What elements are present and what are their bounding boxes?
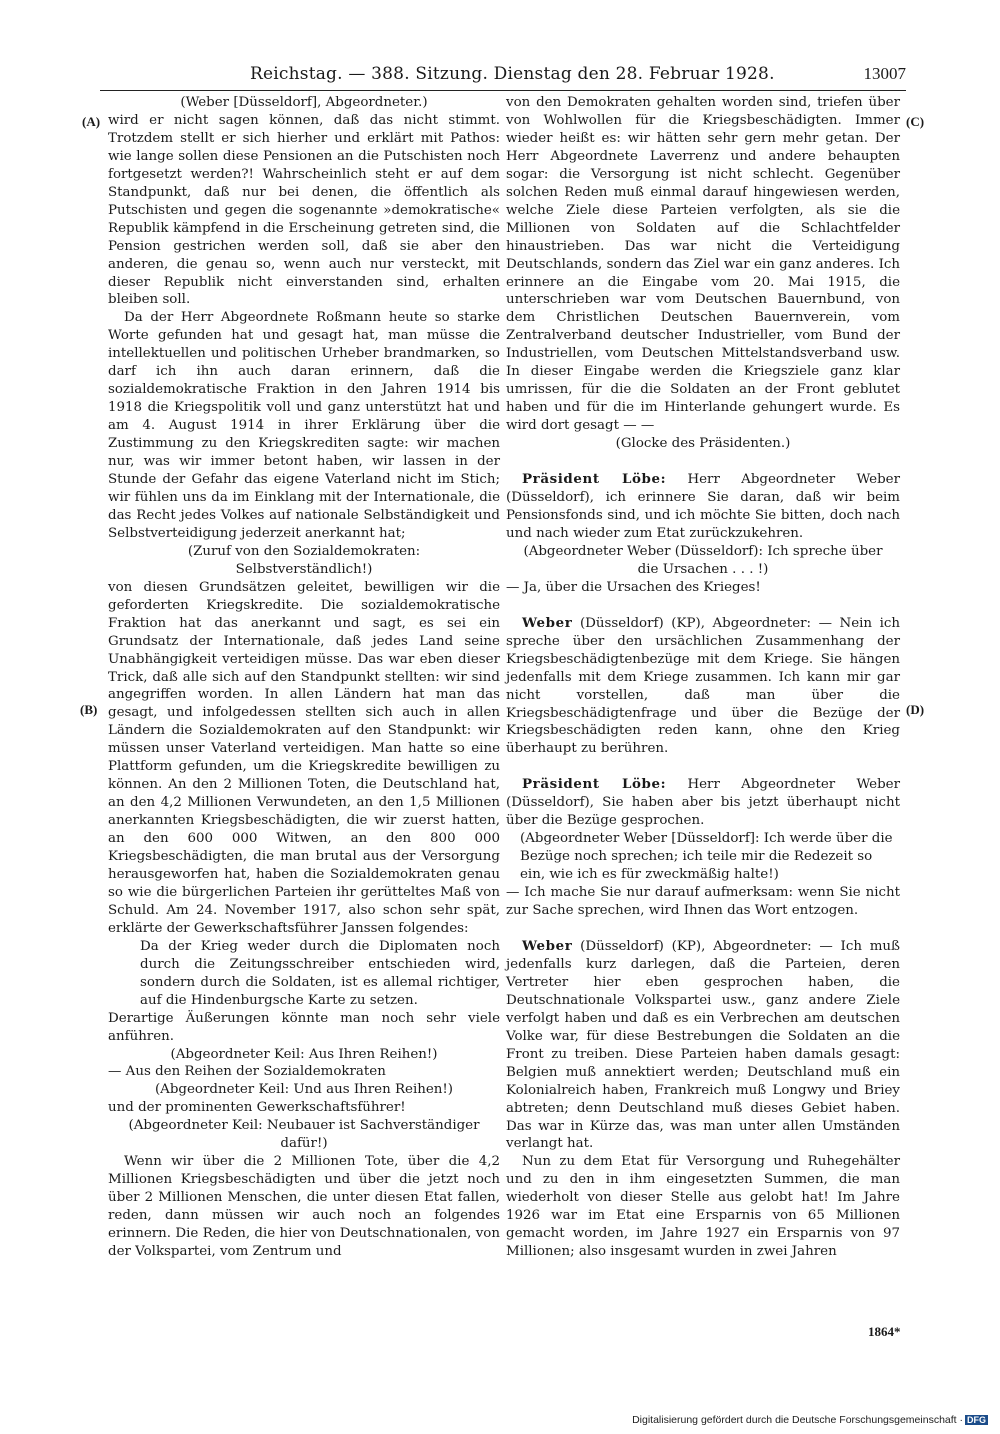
paragraph-text: Wenn wir über die 2 Millionen Tote, über die 4,2 Millionen Kriegsbeschädigten und über die jetzt noch über 2 Millionen Menschen, die unter diesen Etat fallen, reden, dann müssen wir auch noch an folgendes erinnern. Die Reden, die hier von Deutschnationalen, von der Volkspartei, vom Zentrum und: [108, 1154, 500, 1259]
paragraph: [506, 884, 900, 920]
paragraph-text: (Abgeordneter Weber (Düsseldorf): Ich spreche über die Ursachen . . . !): [523, 543, 883, 577]
running-header: [100, 62, 906, 91]
paragraph-text: von diesen Grundsätzen geleitet, bewilligen wir die geforderten Kriegskredite. Die sozialdemokratische Fraktion hat das anerkannt und sagt, es sei ein Grundsatz der Internationale, daß jedes Land seine Unabhängigkeit verteidigen müsse. Das war eben dieser Trick, daß alle sich auf den Standpunkt stellten: wir sind angegriffen worden. In allen Ländern hat man das gesagt, und infolgedessen stellten sich auch in allen Ländern die Sozialdemokraten auf den Standpunkt: wir müssen unser Vaterland verteidigen. Man hatte so eine Plattform gefunden, um die Kriegskredite bewilligen zu können. An den 2 Millionen Toten, die Deutschland hat, an den 4,2 Millionen Verwundeten, an den 1,5 Millionen anerkannten Kriegsbeschädigten, die wir zuerst hatten, an den 600 000 Witwen, an den 800 000 Kriegsbeschädigten, die man brutal aus der Versorgung herausgeworfen hat, haben die Sozialdemokraten genau so wie die bürgerlichen Parteien ihr gerütteltes Maß von Schuld. Am 24. November 1917, also schon sehr spät, erklärte der Gewerkschaftsführer Janssen folgendes:: [108, 579, 500, 936]
paragraph-text: (Glocke des Präsidenten.): [615, 436, 791, 452]
paragraph: [108, 1153, 500, 1261]
margin-marker-d: (D): [906, 702, 925, 717]
paragraph-text: und der prominenten Gewerkschaftsführer!: [108, 1100, 406, 1116]
footer-text: Digitalisierung gefördert durch die Deutsche Forschungsgemeinschaft ·: [632, 1414, 963, 1426]
margin-marker-b: (B): [80, 702, 98, 717]
speaker-name: Präsident Löbe:: [522, 471, 667, 488]
interjection: [108, 1046, 500, 1064]
paragraph-text: (Abgeordneter Keil: Neubauer ist Sachverständiger dafür!): [128, 1118, 480, 1152]
paragraph-text: (Abgeordneter Keil: Und aus Ihren Reihen!): [154, 1082, 454, 1098]
interjection: [108, 1117, 500, 1153]
paragraph-text: Da der Krieg weder durch die Diplomaten noch durch die Zeitungsschreiber entschieden wird, sondern durch die Soldaten, ist es allemal richtiger, auf die Hindenburgsche Karte zu setzen.: [140, 938, 500, 1008]
dfg-logo-icon: DFG: [967, 1415, 986, 1425]
paragraph-gap: [506, 597, 900, 615]
paragraph-text: (Zuruf von den Sozialdemokraten: Selbstverständlich!): [187, 543, 421, 577]
paragraph: [506, 579, 900, 597]
interjection: [506, 435, 900, 453]
right-column: [506, 94, 900, 1261]
paragraph-text: (Weber [Düsseldorf], Abgeordneter.): [180, 95, 428, 110]
printer-signature: 1864*: [868, 1324, 901, 1339]
paragraph-text: Nun zu dem Etat für Versorgung und Ruhegehälter und zu den in ihm eingesetzten Summen, die man wiederholt von dieser Stelle aus gelobt hat! Im Jahre 1926 war im Etat eine Ersparnis von 65 Millionen gemacht worden, im Jahre 1927 ein Ersparnis von 97 Millionen; also insgesamt wurden in zwei Jahren: [506, 1154, 900, 1260]
left-column: [108, 94, 500, 1261]
interjection: [108, 543, 500, 579]
paragraph-text: wird er nicht sagen können, daß das nicht stimmt. Trotzdem stellt er sich hierher und erklärt mit Pathos: wie lange sollen diese Pensionen an die Putschisten noch fortgesetzt werden?! Wahrscheinlich steht er auf dem Standpunkt, daß nur bei denen, die öffentlich als Putschisten und gegen die sogenannte »demokratische« Republik kämpfend in die Erscheinung getreten sind, die Pension gestrichen werden soll, daß sie aber den anderen, die genau so, wenn auch nur versteckt, mit dieser Republik nicht einverstanden sind, erhalten bleiben soll.: [108, 112, 500, 308]
speaker-name: Weber: [522, 937, 573, 954]
paragraph-text: (Abgeordneter Weber [Düsseldorf]: Ich werde über die Bezüge noch sprechen; ich teile mir die Redezeit so ein, wie ich es für zweckmäßig halte!): [520, 831, 893, 883]
paragraph: [506, 1153, 900, 1261]
paragraph: [108, 112, 500, 309]
paragraph-gap: [506, 920, 900, 938]
paragraph-text: Da der Herr Abgeordnete Roßmann heute so starke Worte gefunden hat und gesagt hat, man müsse die intellektuellen und politischen Urheber brandmarken, so darf ich ihn auch daran erinnern, daß die sozialdemokratische Fraktion in den Jahren 1914 bis 1918 die Kriegspolitik voll und ganz unterstützt hat und am 4. August 1914 in ihrer Erklärung über die Zustimmung zu den Kriegskrediten sagte: wir machen nur, was wir immer betont haben, wir lassen in der Stunde der Gefahr das eigene Vaterland nicht im Stich; wir fühlen uns da im Einklang mit der Internationale, die das Recht jedes Volkes auf nationale Selbständigkeit und Selbstverteidigung jederzeit anerkannt hat;: [108, 310, 500, 541]
paragraph: [108, 1099, 500, 1117]
paragraph: [108, 309, 500, 542]
paragraph-text: Herr Abgeordneter Weber (Düsseldorf), ich erinnere Sie daran, daß wir beim Pensionsfonds sind, und ich möchte Sie bitten, doch nach und nach wieder zum Etat zurückzukehren.: [506, 472, 900, 541]
speaker-name: Präsident Löbe:: [522, 776, 667, 793]
paragraph-gap: [506, 453, 900, 471]
paragraph-text: — Ja, über die Ursachen des Krieges!: [506, 579, 761, 595]
speaker-name: Weber: [522, 614, 573, 631]
margin-marker-c: (C): [906, 114, 925, 129]
paragraph: [506, 776, 900, 830]
paragraph-text: — Ich mache Sie nur darauf aufmerksam: wenn Sie nicht zur Sache sprechen, wird Ihnen das Wort entzogen.: [506, 885, 900, 919]
paragraph-text: (Abgeordneter Keil: Aus Ihren Reihen!): [170, 1046, 438, 1062]
paragraph-gap: [506, 758, 900, 776]
footer-credit: [632, 1414, 988, 1426]
paragraph: [108, 1063, 500, 1081]
paragraph-text: Herr Abgeordneter Weber (Düsseldorf), Sie haben aber bis jetzt überhaupt nicht über die Bezüge gesprochen.: [506, 777, 900, 829]
paragraph-text: — Aus den Reihen der Sozialdemokraten: [108, 1064, 386, 1080]
paragraph-text: von den Demokraten gehalten worden sind, triefen über von Wohlwollen für die Kriegsbeschädigten. Immer wieder heißt es: wir hätten sehr gern mehr getan. Der Herr Abgeordnete Laverrenz und andere behaupten sogar: die Versorgung ist nicht schlecht. Gegenüber solchen Reden muß einmal darauf hingewiesen werden, welche Ziele diese Parteien verfolgten, als sie die Millionen von Soldaten auf die Schlachtfelder hinaustrieben. Das war nicht die Verteidigung Deutschlands, sondern das Ziel war ein ganz anderes. Ich erinnere an die Eingabe vom 20. Mai 1915, die unterschrieben war vom Deutschen Bauernbund, von dem Christlichen Deutschen Bauernverein, vom Zentralverband deutscher Industrieller, vom Bund der Industriellen, vom Deutschen Mittelstandsverband usw. In dieser Eingabe werden die Kriegsziele ganz klar umrissen, für die die Soldaten an der Front geblutet haben und für die im Hinterlande gehungert wurde. Es wird dort gesagt — —: [506, 95, 900, 434]
interjection: [506, 543, 900, 579]
interjection: [108, 1081, 500, 1099]
page-number: 13007: [863, 64, 906, 83]
running-title: Reichstag. — 388. Sitzung. Dienstag den 28. Februar 1928.: [250, 64, 775, 84]
margin-marker-a: (A): [82, 114, 101, 129]
block-quote: [108, 938, 500, 1010]
paragraph-text: (Düsseldorf) (KP), Abgeordneter: — Nein ich spreche über den ursächlichen Zusammenhang der Kriegsbeschädigtenbezüge mit dem Kriege. Sie hängen jedenfalls mit dem Kriege zusammen. Ich kann mir gar nicht vorstellen, daß man über die Kriegsbeschädigtenfrage und über die Bezüge der Kriegsbeschädigten reden kann, ohne den Krieg überhaupt zu berühren.: [506, 615, 900, 757]
paragraph: [506, 471, 900, 543]
paragraph: [108, 579, 500, 938]
paragraph: [506, 94, 900, 435]
paragraph: [506, 938, 900, 1153]
paragraph-text: Derartige Äußerungen könnte man noch sehr viele anführen.: [108, 1010, 500, 1044]
paragraph: [108, 1010, 500, 1046]
interjection: [506, 830, 900, 884]
speaker-line: [108, 94, 500, 112]
paragraph: [506, 615, 900, 759]
paragraph-text: (Düsseldorf) (KP), Abgeordneter: — Ich muß jedenfalls kurz darlegen, daß die Parteien, deren Vertreter hier eben gesprochen haben, die Deutschnationale Volkspartei usw., ganz andere Ziele verfolgt haben und daß es ein Verbrechen am deutschen Volke war, für diese Bestrebungen die Soldaten an die Front zu treiben. Diese Parteien haben damals gesagt: Belgien muß annektiert werden; Deutschland muß ein Kolonialreich haben, Frankreich muß Longwy und Briey abtreten; denn Deutschland muß dieses Gebiet haben. Das war in Kürze das, was man unter allen Umständen verlangt hat.: [506, 938, 900, 1152]
